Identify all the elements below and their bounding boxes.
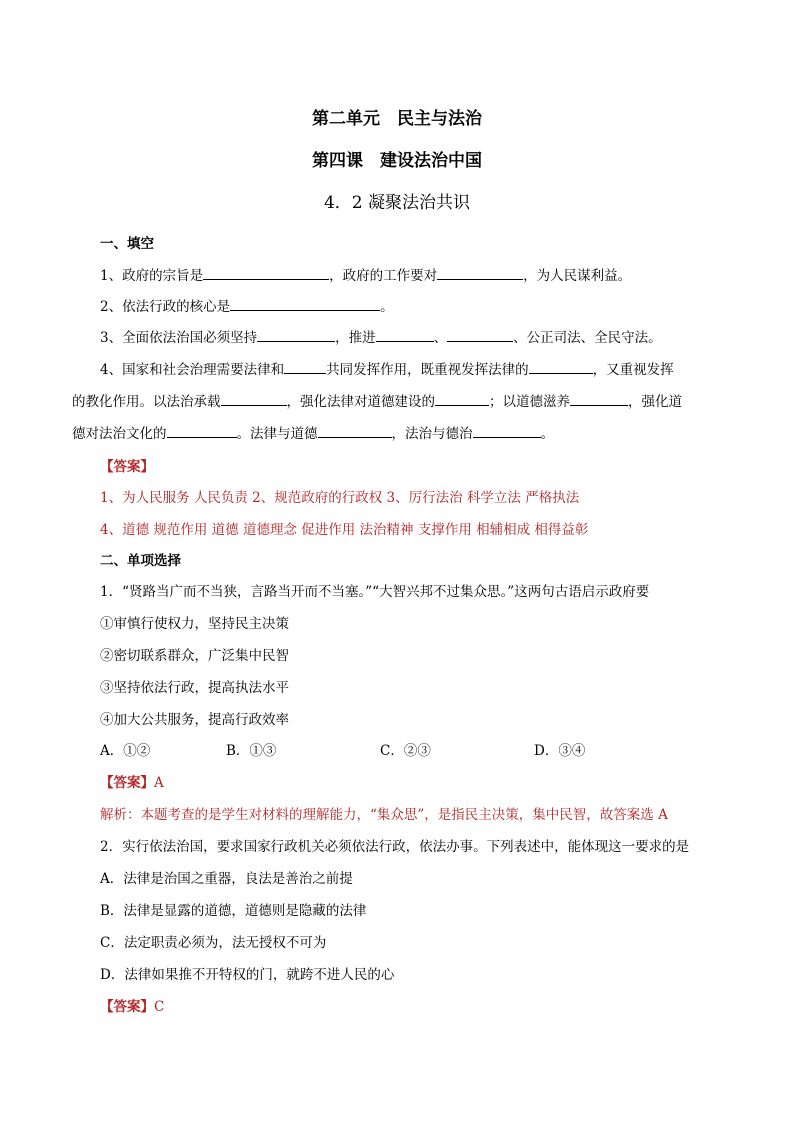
answer-line-2: 4、道德 规范作用 道德 道德理念 促进作用 法治精神 支撑作用 相辅相成 相得益彰 — [100, 522, 589, 538]
answer-blank — [257, 329, 335, 342]
mc-question-1-analysis: 解析：本题考查的是学生对材料的理解能力，“集众思”，是指民主决策，集中民智，故答案选 A — [100, 807, 668, 823]
mc-question-2-option-c: C．法定职责必须为，法无授权不可为 — [100, 935, 327, 951]
mc-question-2-option-a: A．法律是治国之重器，良法是善治之前提 — [100, 871, 353, 887]
answer-blank — [570, 393, 628, 406]
mc-question-2-stem: 2．实行依法治国，要求国家行政机关必须依法行政，依法办事。下列表述中，能体现这一要求的是 — [100, 839, 690, 855]
mc-question-2-option-d: D．法律如果推不开特权的门，就跨不进人民的心 — [100, 967, 395, 983]
fill-question-4-line2: 的教化作用。以法治承载 ，强化法律对道德建设的 ；以道德滋养 ，强化道 — [72, 394, 682, 410]
answer-blank — [529, 361, 593, 374]
answer-blank — [473, 425, 541, 438]
mc-question-2-answer: 【答案】C — [100, 999, 165, 1015]
fill-question-1: 1、政府的宗旨是 ，政府的工作要对 ，为人民谋利益。 — [100, 268, 632, 284]
answer-blank — [284, 361, 326, 374]
answer-blank — [435, 393, 489, 406]
mc-question-1-stem: 1．“贤路当广而不当狭，言路当开而不当塞。”“大智兴邦不过集众思。”这两句古语启示政府要 — [100, 584, 650, 600]
mc-question-1-item-4: ④加大公共服务，提高行政效率 — [100, 712, 289, 728]
mc-question-2-option-b: B．法律是显露的道德，道德则是隐藏的法律 — [100, 903, 367, 919]
mc-question-1-option-d: D．③④ — [534, 743, 586, 759]
fill-question-3: 3、全面依法治国必须坚持 ，推进 、 、公正司法、全民守法。 — [100, 330, 662, 346]
fill-question-2: 2、依法行政的核心是 。 — [100, 299, 394, 315]
answer-blank — [167, 425, 237, 438]
fill-question-4-line3: 德对法治文化的 。法律与道德 ，法治与德治 。 — [72, 426, 554, 442]
answer-blank — [437, 267, 523, 280]
section-title: 4．2 凝聚法治共识 — [323, 193, 471, 213]
lesson-title: 第四课 建设法治中国 — [312, 151, 482, 171]
answer-blank — [221, 393, 287, 406]
mc-question-1-option-a: A．①② — [100, 743, 151, 759]
mc-question-1-item-3: ③坚持依法行政，提高执法水平 — [100, 680, 289, 696]
mc-question-1-option-b: B．①③ — [226, 743, 277, 759]
answer-blank — [203, 267, 329, 280]
answer-line-1: 1、为人民服务 人民负责 2、规范政府的行政权 3、厉行法治 科学立法 严格执法 — [100, 490, 580, 506]
mc-question-1-answer: 【答案】A — [100, 775, 164, 791]
answer-label: 【答案】 — [100, 459, 154, 475]
answer-blank — [447, 329, 513, 342]
answer-blank — [376, 329, 434, 342]
part2-heading: 二、单项选择 — [100, 553, 181, 569]
answer-blank — [230, 298, 380, 311]
fill-question-4-line1: 4、国家和社会治理需要法律和 共同发挥作用，既重视发挥法律的 ，又重视发挥 — [100, 362, 674, 378]
mc-question-1-option-c: C．②③ — [380, 743, 431, 759]
mc-question-1-item-2: ②密切联系群众，广泛集中民智 — [100, 648, 289, 664]
part1-heading: 一、填空 — [100, 236, 154, 252]
answer-blank — [318, 425, 392, 438]
mc-question-1-item-1: ①审慎行使权力，坚持民主决策 — [100, 616, 289, 632]
unit-title: 第二单元 民主与法治 — [312, 109, 482, 129]
